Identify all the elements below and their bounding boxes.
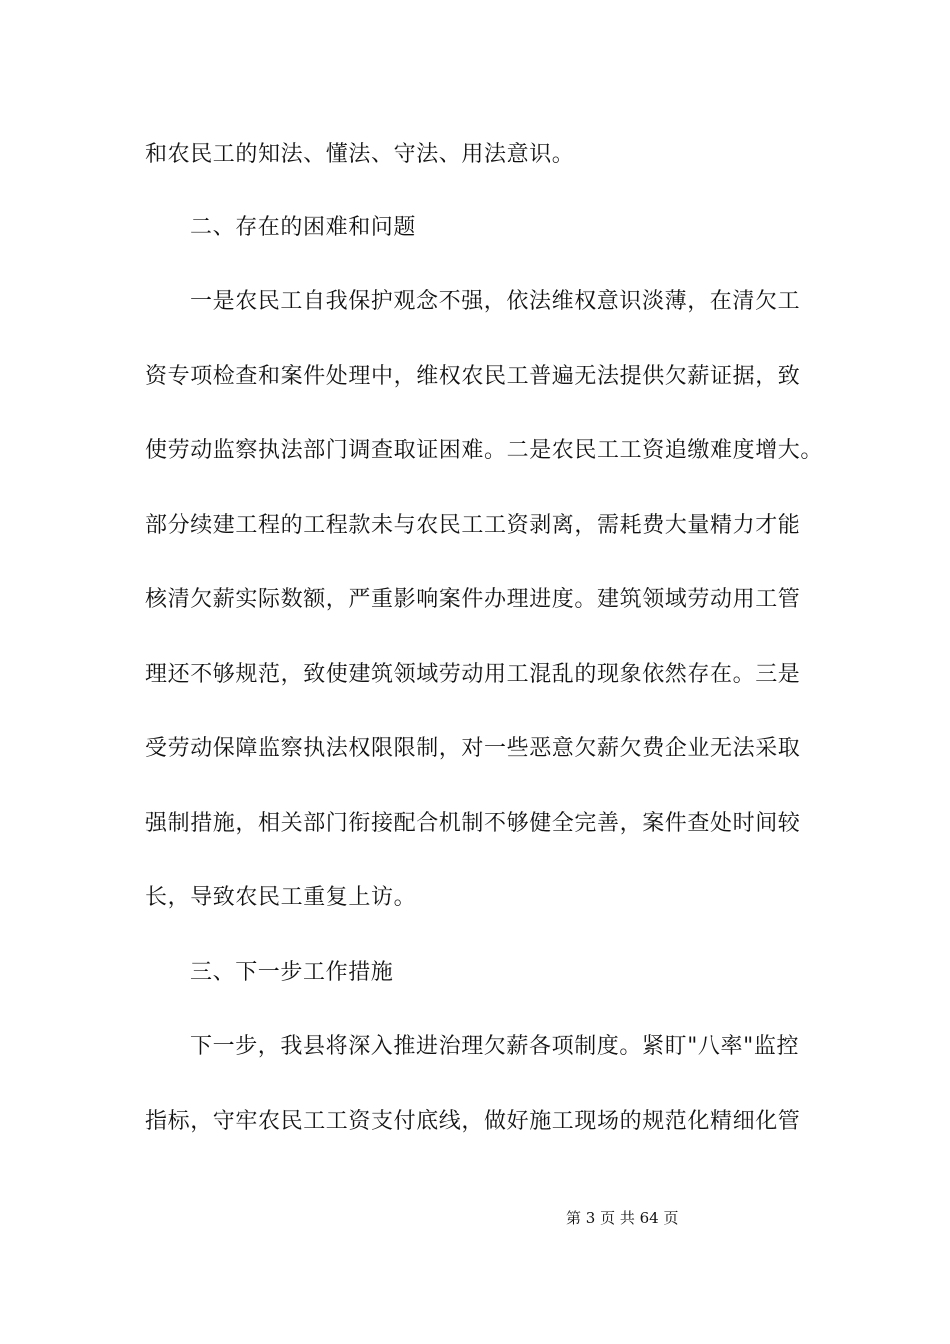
body-text-line: 受劳动保障监察执法权限限制，对一些恶意欠薪欠费企业无法采取	[145, 736, 801, 761]
body-text-line: 一是农民工自我保护观念不强，依法维权意识淡薄，在清欠工	[190, 289, 801, 314]
body-text-line: 使劳动监察执法部门调查取证困难。二是农民工工资追缴难度增大。	[145, 438, 824, 463]
section-heading: 二、存在的困难和问题	[190, 215, 417, 240]
body-text-line: 强制措施，相关部门衔接配合机制不够健全完善，案件查处时间较	[145, 811, 801, 836]
body-text-line: 资专项检查和案件处理中，维权农民工普遍无法提供欠薪证据，致	[145, 364, 801, 389]
page-number-label: 第 3 页 共 64 页	[566, 1209, 679, 1227]
section-heading: 三、下一步工作措施	[190, 960, 394, 985]
body-text-line: 理还不够规范，致使建筑领域劳动用工混乱的现象依然存在。三是	[145, 662, 801, 687]
page-footer	[0, 1208, 950, 1228]
body-text-line: 长，导致农民工重复上访。	[145, 885, 417, 910]
body-text-line: 和农民工的知法、懂法、守法、用法意识。	[145, 142, 575, 167]
body-text-line: 指标，守牢农民工工资支付底线，做好施工现场的规范化精细化管	[145, 1109, 801, 1134]
body-text-line: 部分续建工程的工程款未与农民工工资剥离，需耗费大量精力才能	[145, 513, 801, 538]
body-text-line: 下一步，我县将深入推进治理欠薪各项制度。紧盯"八率"监控	[190, 1034, 800, 1059]
body-text-line: 核清欠薪实际数额，严重影响案件办理进度。建筑领域劳动用工管	[145, 587, 801, 612]
